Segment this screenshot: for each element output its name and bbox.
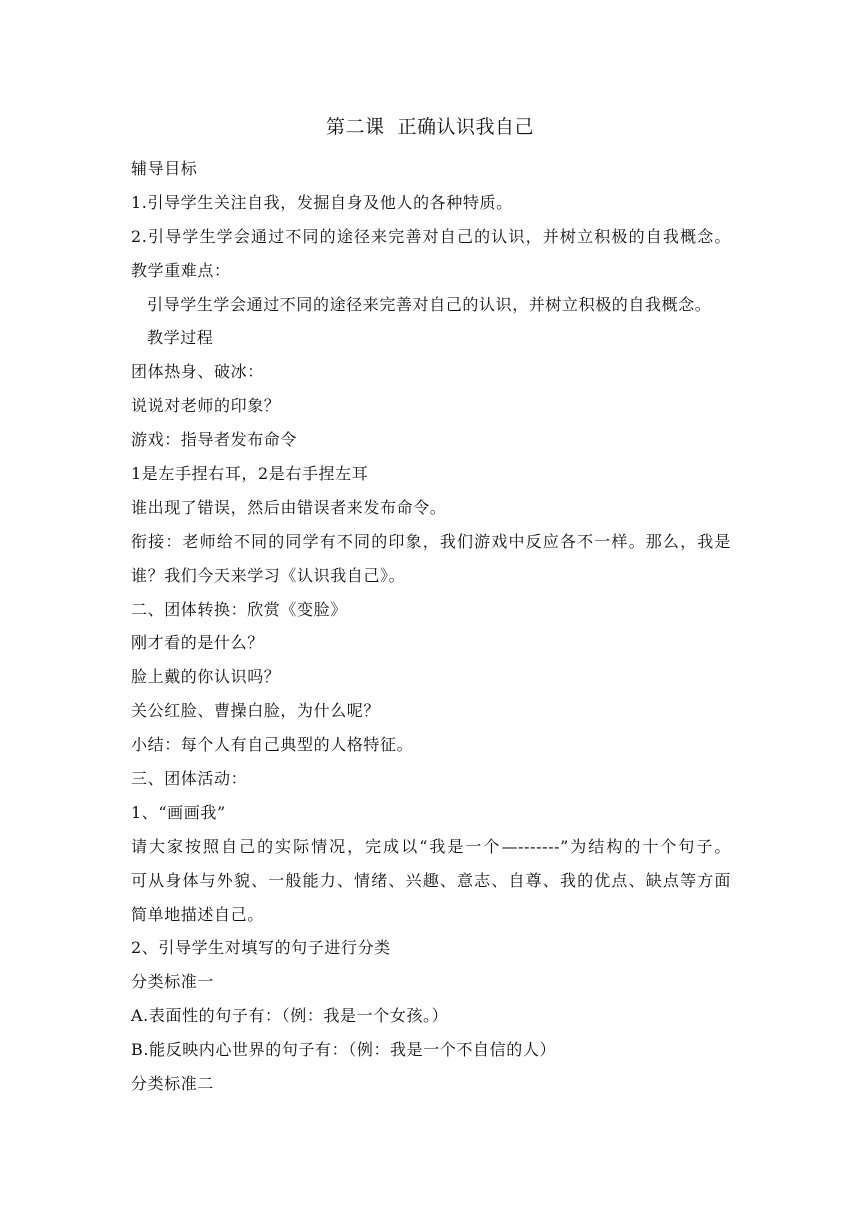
key-points-text: 引导学生学会通过不同的途径来完善对自己的认识，并树立积极的自我概念。 bbox=[147, 294, 712, 314]
paragraph-line: 刚才看的是什么？ bbox=[131, 633, 264, 653]
section-heading-activity: 三、团体活动： bbox=[131, 769, 248, 789]
paragraph-line: 分类标准一 bbox=[131, 972, 215, 992]
paragraph-line: B.能反映内心世界的句子有：（例：我是一个不自信的人） bbox=[131, 1040, 557, 1060]
paragraph-line: 说说对老师的印象？ bbox=[131, 396, 281, 416]
lesson-title: 第二课 正确认识我自己 bbox=[325, 116, 535, 138]
paragraph-line: 谁？我们今天来学习《认识我自己》。 bbox=[131, 565, 406, 585]
section-heading-goals: 辅导目标 bbox=[131, 159, 198, 178]
paragraph-line: 游戏：指导者发布命令 bbox=[131, 430, 298, 450]
goal-item-1: 1.引导学生关注自我，发掘自身及他人的各种特质。 bbox=[131, 192, 513, 212]
activity-item-1: 1、“画画我” bbox=[131, 802, 226, 822]
section-heading-transition: 二、团体转换：欣赏《变脸》 bbox=[131, 599, 347, 619]
paragraph-line: A.表面性的句子有：（例：我是一个女孩。） bbox=[131, 1006, 449, 1026]
section-heading-process: 教学过程 bbox=[147, 328, 214, 348]
paragraph-line: 衔接：老师给不同的同学有不同的印象，我们游戏中反应各不一样。那么，我是 bbox=[131, 531, 731, 551]
section-heading-key-points: 教学重难点： bbox=[131, 260, 231, 280]
paragraph-line: 请大家按照自己的实际情况，完成以“我是一个—-------”为结构的十个句子。 bbox=[131, 836, 731, 856]
paragraph-line: 1是左手捏右耳，2是右手捏左耳 bbox=[131, 464, 369, 484]
paragraph-line: 关公红脸、曹操白脸，为什么呢？ bbox=[131, 701, 381, 721]
paragraph-line: 脸上戴的你认识吗？ bbox=[131, 667, 281, 687]
goal-item-2: 2.引导学生学会通过不同的途径来完善对自己的认识，并树立积极的自我概念。 bbox=[131, 226, 731, 246]
paragraph-line: 简单地描述自己。 bbox=[131, 904, 264, 924]
paragraph-line: 谁出现了错误，然后由错误者来发布命令。 bbox=[131, 497, 447, 517]
paragraph-line: 小结：每个人有自己典型的人格特征。 bbox=[131, 735, 414, 755]
paragraph-line: 分类标准二 bbox=[131, 1074, 215, 1094]
document-body bbox=[131, 152, 731, 1101]
paragraph-line: 可从身体与外貌、一般能力、情绪、兴趣、意志、自尊、我的优点、缺点等方面 bbox=[131, 870, 731, 890]
activity-item-2: 2、引导学生对填写的句子进行分类 bbox=[131, 938, 391, 958]
warmup-heading: 团体热身、破冰： bbox=[131, 362, 264, 382]
